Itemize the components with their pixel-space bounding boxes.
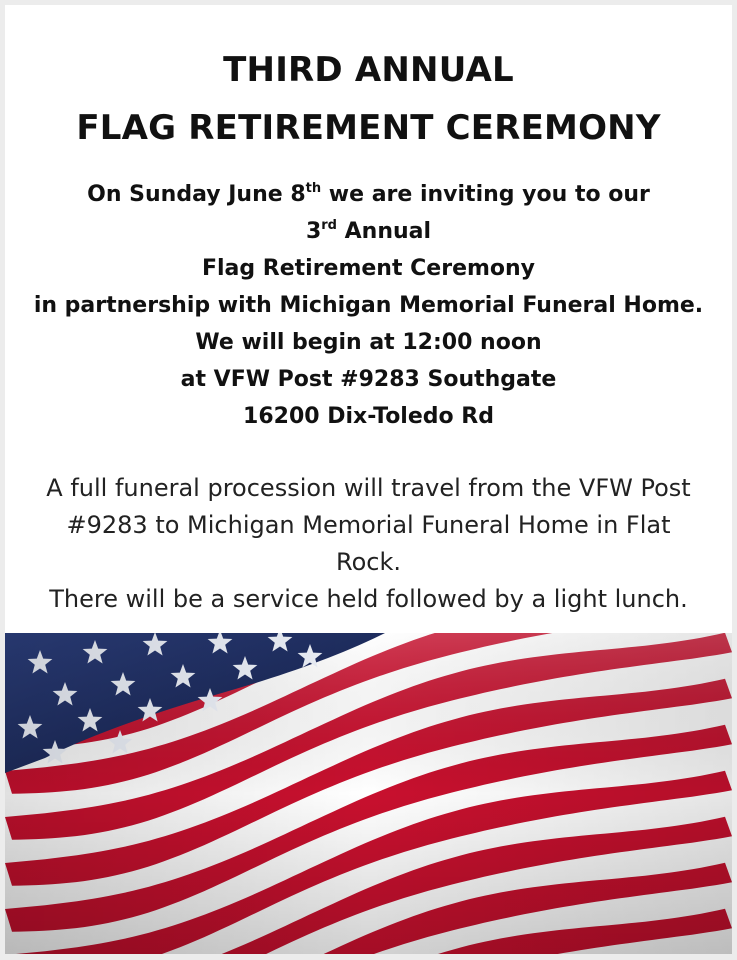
details-line-annual: 3rd Annual xyxy=(305,218,432,244)
details-line-address: 16200 Dix-Toledo Rd xyxy=(243,404,494,429)
american-flag-image xyxy=(5,633,732,954)
title-line-1: THIRD ANNUAL xyxy=(223,50,514,90)
notice-line-4: There will be a service held followed by a light lunch. xyxy=(49,585,688,613)
notice-line-1: A full funeral procession will travel from the VFW Post xyxy=(46,474,691,502)
flyer xyxy=(5,5,732,954)
details-line-ceremony: Flag Retirement Ceremony xyxy=(201,256,536,281)
details-line-date: On Sunday June 8th we are inviting you to our xyxy=(87,181,650,207)
notice-line-3: Rock. xyxy=(335,548,401,576)
notice-line-2: #9283 to Michigan Memorial Funeral Home in Flat xyxy=(66,511,671,539)
procession-notice xyxy=(5,470,732,618)
title-line-2: FLAG RETIREMENT CEREMONY xyxy=(76,108,661,148)
details-line-partnership: in partnership with Michigan Memorial Funeral Home. xyxy=(33,293,704,318)
details-line-time: We will begin at 12:00 noon xyxy=(195,330,542,355)
details-line-venue: at VFW Post #9283 Southgate xyxy=(180,367,557,392)
event-details xyxy=(5,176,732,435)
